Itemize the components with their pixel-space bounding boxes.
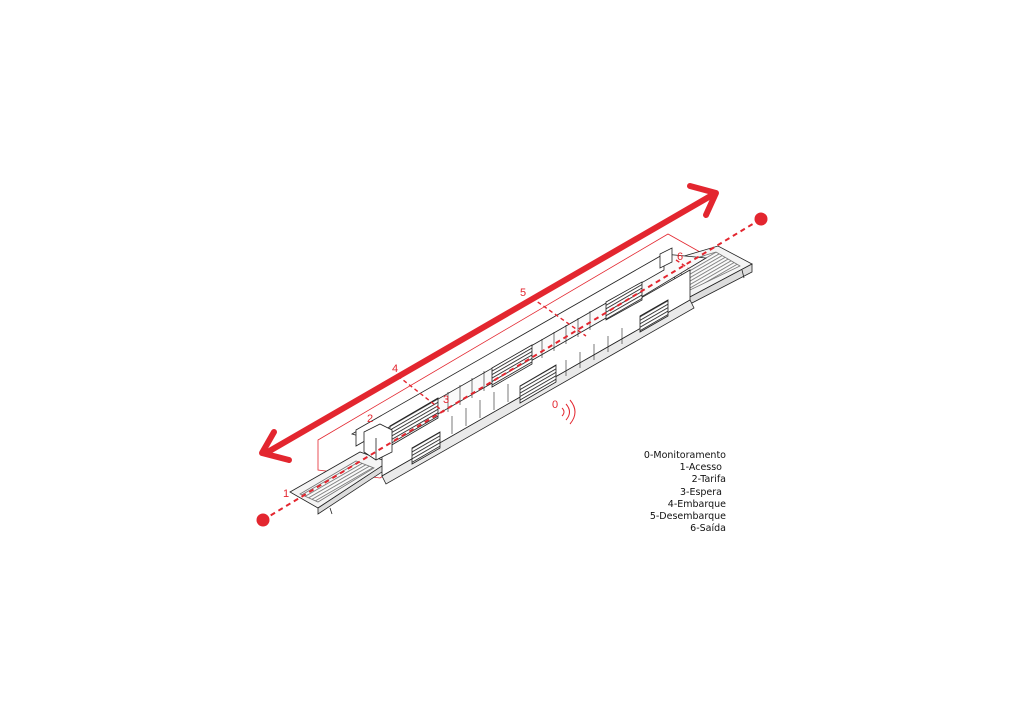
legend-item: 0-Monitoramento: [643, 450, 726, 461]
monitoring-signal-icon: [562, 400, 575, 424]
marker-4: 4: [392, 363, 399, 375]
station-body: [352, 248, 706, 484]
legend-item: 6-Saída: [690, 523, 726, 535]
legend-item: 5-Desembarque: [649, 511, 726, 523]
flow-end-dot: [755, 213, 768, 226]
legend: [600, 450, 726, 535]
legend-item: 1-Acesso: [679, 462, 722, 474]
marker-2: 2: [367, 413, 374, 425]
marker-0: 0: [552, 399, 559, 411]
marker-6: 6: [677, 251, 684, 263]
legend-item: 4-Embarque: [667, 498, 726, 510]
marker-5: 5: [520, 287, 527, 299]
legend-item: 2-Tarifa: [691, 474, 726, 486]
marker-1: 1: [283, 488, 290, 500]
flow-start-dot: [257, 514, 270, 527]
access-ramp-left: [290, 452, 388, 514]
marker-3: 3: [443, 394, 450, 406]
legend-item: 3-Espera: [679, 486, 722, 498]
